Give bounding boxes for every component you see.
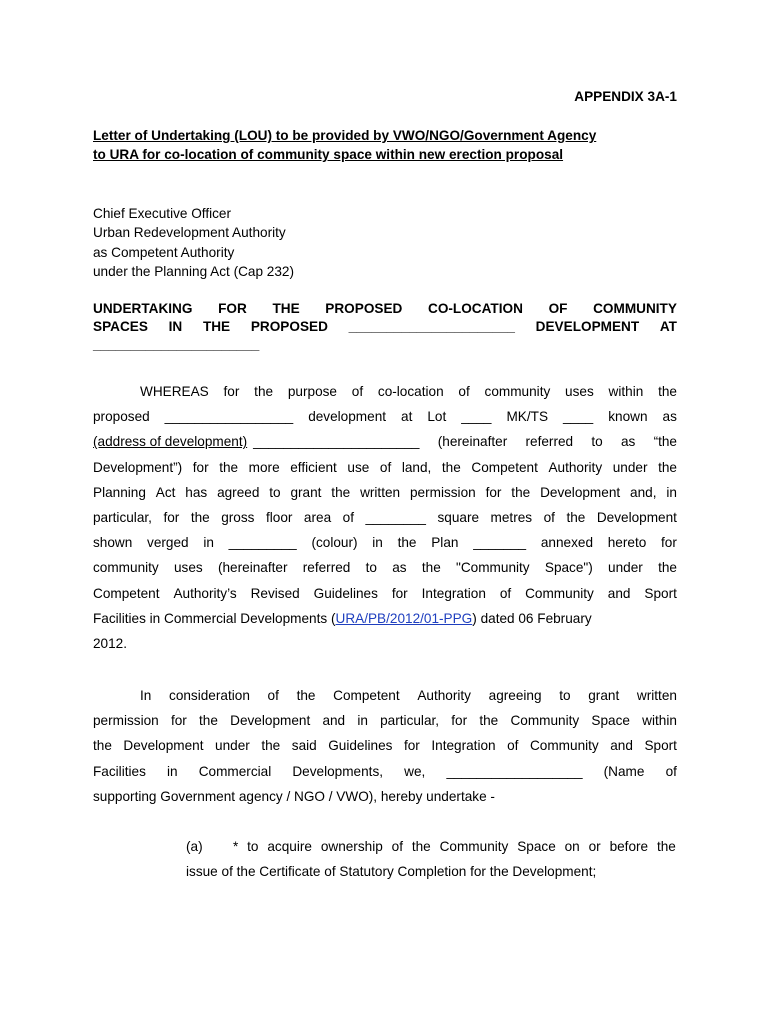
word: the bbox=[397, 535, 417, 551]
word: efficient bbox=[290, 459, 337, 475]
heading-line-1 bbox=[93, 300, 677, 318]
word: under bbox=[608, 560, 643, 576]
word: at bbox=[401, 409, 413, 425]
word: in bbox=[357, 713, 368, 729]
word: square bbox=[437, 510, 480, 526]
undertaking-heading bbox=[93, 300, 677, 354]
whereas-line bbox=[93, 379, 677, 404]
word: permission bbox=[409, 484, 476, 500]
whereas-line bbox=[93, 555, 677, 580]
word: (hereinafter bbox=[437, 434, 508, 450]
word: Development bbox=[123, 738, 204, 754]
word: to bbox=[247, 839, 259, 854]
word: Community bbox=[529, 738, 599, 754]
heading-line-3: ______________________ bbox=[93, 337, 260, 352]
word: uses bbox=[173, 560, 203, 576]
word: PROPOSED bbox=[250, 319, 328, 334]
word: Lot bbox=[427, 409, 447, 425]
word: the bbox=[296, 688, 316, 703]
word: particular, bbox=[93, 510, 152, 526]
item-a-line-2: issue of the Certificate of Statutory Completion for the Development; bbox=[186, 864, 597, 880]
word: ____ bbox=[563, 409, 594, 425]
consideration-line bbox=[93, 683, 677, 708]
word: for bbox=[223, 384, 240, 399]
addressee-line: Chief Executive Officer bbox=[93, 206, 232, 221]
consideration-line: supporting Government agency / NGO / VWO), hereby undertake - bbox=[93, 788, 495, 804]
word: in bbox=[167, 763, 178, 779]
word: under bbox=[215, 738, 250, 754]
word: Revised bbox=[250, 585, 300, 601]
word: said bbox=[291, 738, 317, 754]
word: as bbox=[662, 409, 677, 425]
word: _______ bbox=[473, 535, 527, 551]
word: for bbox=[403, 738, 420, 754]
word: Authority’s bbox=[173, 585, 237, 601]
word: community bbox=[484, 384, 551, 399]
word: Guidelines bbox=[328, 738, 393, 754]
consideration-line bbox=[93, 733, 677, 758]
word: for bbox=[192, 459, 209, 475]
word: permission bbox=[93, 713, 159, 729]
word: (hereinafter bbox=[217, 560, 288, 576]
word: Development bbox=[596, 510, 677, 526]
word: Community bbox=[525, 585, 594, 601]
word: THE bbox=[202, 319, 231, 334]
word: community bbox=[93, 560, 159, 576]
whereas-line bbox=[93, 404, 677, 429]
word: development bbox=[308, 409, 387, 425]
whereas-line bbox=[93, 505, 677, 530]
word: ______________________ bbox=[348, 319, 515, 334]
word: Development bbox=[230, 713, 311, 729]
word: Space bbox=[591, 713, 630, 729]
word: metres bbox=[490, 510, 533, 526]
word: verged bbox=[147, 535, 189, 551]
word: annexed bbox=[540, 535, 594, 551]
word: FOR bbox=[218, 301, 247, 316]
word: Competent bbox=[471, 459, 538, 475]
word: on bbox=[564, 839, 580, 854]
word: Guidelines bbox=[313, 585, 378, 601]
word: agreeing bbox=[488, 688, 542, 703]
word: of bbox=[665, 763, 677, 779]
word: referred bbox=[525, 434, 574, 450]
word: for bbox=[391, 585, 408, 601]
word: ______________________ bbox=[253, 434, 420, 450]
word: the bbox=[219, 459, 239, 475]
item-a-line-1 bbox=[186, 834, 676, 859]
word: “the bbox=[653, 434, 677, 450]
word: and bbox=[610, 738, 633, 754]
word: to bbox=[269, 484, 281, 500]
word: * bbox=[233, 839, 239, 854]
word: of bbox=[342, 510, 354, 526]
word: "Community bbox=[456, 560, 530, 576]
whereas-paragraph bbox=[93, 379, 677, 656]
word: written bbox=[636, 688, 677, 703]
word: the bbox=[199, 713, 218, 729]
word: Space bbox=[517, 839, 556, 854]
word: for bbox=[661, 535, 677, 551]
word: ownership bbox=[320, 839, 383, 854]
word: has bbox=[185, 484, 208, 500]
word: Developments, bbox=[292, 763, 384, 779]
word: in bbox=[372, 535, 383, 551]
word: _________________ bbox=[164, 409, 294, 425]
word: Development”) bbox=[93, 459, 183, 475]
word: Competent bbox=[333, 688, 400, 703]
word: hereto bbox=[607, 535, 647, 551]
word: the bbox=[331, 484, 351, 500]
whereas-line bbox=[93, 581, 677, 606]
whereas-line: 2012. bbox=[93, 636, 128, 652]
word: particular, bbox=[380, 713, 440, 729]
consideration-paragraph bbox=[93, 683, 677, 809]
word: OF bbox=[548, 301, 568, 316]
word: Commercial bbox=[198, 763, 272, 779]
word: UNDERTAKING bbox=[93, 301, 193, 316]
undertaking-item-a bbox=[186, 834, 676, 884]
word: consideration bbox=[169, 688, 250, 703]
address-of-development: (address of development) bbox=[93, 434, 248, 450]
word: more bbox=[248, 459, 280, 475]
consideration-line bbox=[93, 708, 677, 733]
word: the bbox=[658, 560, 677, 576]
word: Sport bbox=[644, 585, 677, 601]
word: of bbox=[267, 688, 279, 703]
word: of bbox=[391, 839, 403, 854]
word: Planning bbox=[93, 484, 146, 500]
word: (Name bbox=[603, 763, 645, 779]
addressee-line: as Competent Authority bbox=[93, 244, 235, 260]
word: in bbox=[203, 535, 214, 551]
word: In bbox=[140, 688, 152, 703]
word: to bbox=[559, 688, 571, 703]
word: DEVELOPMENT bbox=[535, 319, 640, 334]
word: within bbox=[608, 384, 644, 399]
word: written bbox=[360, 484, 401, 500]
word: ____ bbox=[461, 409, 492, 425]
word: MK/TS bbox=[506, 409, 549, 425]
word: Competent bbox=[93, 585, 160, 601]
word: the bbox=[566, 510, 586, 526]
word: land, bbox=[401, 459, 432, 475]
word: as bbox=[392, 560, 407, 576]
word: WHEREAS bbox=[140, 384, 209, 399]
heading-line-2 bbox=[93, 318, 677, 336]
word: AT bbox=[659, 319, 677, 334]
word: Community bbox=[510, 713, 580, 729]
word: under bbox=[612, 459, 648, 475]
word: of bbox=[351, 384, 364, 399]
word: purpose bbox=[287, 384, 337, 399]
word: Community bbox=[439, 839, 509, 854]
word: Development bbox=[540, 484, 621, 500]
word: to bbox=[365, 560, 377, 576]
word: COMMUNITY bbox=[593, 301, 677, 316]
word: agreed bbox=[217, 484, 260, 500]
word: as bbox=[620, 434, 636, 450]
appendix-label: APPENDIX 3A-1 bbox=[574, 89, 677, 104]
word: the bbox=[254, 384, 274, 399]
word: co-location bbox=[377, 384, 444, 399]
whereas-line-10-start: Facilities in Commercial Developments ( bbox=[93, 610, 336, 626]
word: the bbox=[411, 839, 431, 854]
word: the bbox=[93, 738, 112, 754]
word: Space") bbox=[544, 560, 593, 576]
word: uses bbox=[565, 384, 594, 399]
word: for bbox=[170, 713, 187, 729]
word: the bbox=[656, 839, 676, 854]
word: THE bbox=[272, 301, 300, 316]
word: Integration bbox=[421, 585, 486, 601]
word: the bbox=[441, 459, 461, 475]
word: and, bbox=[630, 484, 657, 500]
whereas-line bbox=[93, 480, 677, 505]
addressee-line: under the Planning Act (Cap 232) bbox=[93, 264, 295, 280]
word: Sport bbox=[644, 738, 677, 754]
whereas-line bbox=[93, 429, 677, 454]
word: of bbox=[543, 510, 555, 526]
title-line-1: Letter of Undertaking (LOU) to be provided by VWO/NGO/Government Agency bbox=[93, 128, 597, 143]
word: of bbox=[379, 459, 392, 475]
whereas-line-rest bbox=[247, 429, 677, 454]
word: within bbox=[642, 713, 677, 729]
word: the bbox=[190, 510, 210, 526]
word: _________ bbox=[228, 535, 297, 551]
word: for bbox=[451, 713, 468, 729]
word: the bbox=[511, 484, 531, 500]
word: floor bbox=[265, 510, 293, 526]
word: Authority bbox=[417, 688, 471, 703]
word: Facilities bbox=[93, 763, 146, 779]
word: the bbox=[658, 384, 677, 399]
ppg-circular-link[interactable]: URA/PB/2012/01-PPG bbox=[335, 610, 473, 626]
word: ________ bbox=[365, 510, 426, 526]
word: known bbox=[608, 409, 648, 425]
word: IN bbox=[168, 319, 183, 334]
word: area bbox=[303, 510, 332, 526]
word: grant bbox=[290, 484, 322, 500]
word: and bbox=[322, 713, 346, 729]
word: to bbox=[591, 434, 603, 450]
word: proposed bbox=[93, 409, 150, 425]
word: (colour) bbox=[311, 535, 358, 551]
word: of bbox=[507, 738, 519, 754]
word: use bbox=[347, 459, 370, 475]
whereas-line bbox=[93, 606, 677, 631]
word: shown bbox=[93, 535, 133, 551]
word: PROPOSED bbox=[325, 301, 403, 316]
word: acquire bbox=[267, 839, 312, 854]
word: Plan bbox=[431, 535, 459, 551]
whereas-line bbox=[93, 530, 677, 555]
word: referred bbox=[302, 560, 351, 576]
item-a-text bbox=[233, 834, 676, 859]
word: CO-LOCATION bbox=[428, 301, 523, 316]
word: the bbox=[479, 713, 499, 729]
addressee-line: Urban Redevelopment Authority bbox=[93, 225, 286, 241]
word: grant bbox=[588, 688, 620, 703]
addressee-block bbox=[93, 204, 294, 282]
whereas-line bbox=[93, 455, 677, 480]
word: Act bbox=[155, 484, 176, 500]
item-a-label: (a) bbox=[186, 839, 203, 854]
title-line-2: to URA for co-location of community space within new erection proposal bbox=[93, 147, 564, 162]
word: and bbox=[607, 585, 631, 601]
word: for bbox=[163, 510, 180, 526]
word: Authority bbox=[548, 459, 603, 475]
word: before bbox=[609, 839, 649, 854]
word: for bbox=[485, 484, 502, 500]
consideration-line bbox=[93, 759, 677, 784]
word: or bbox=[588, 839, 601, 854]
word: in bbox=[666, 484, 677, 500]
document-title bbox=[93, 126, 677, 164]
word: the bbox=[261, 738, 281, 754]
word: Integration bbox=[431, 738, 496, 754]
word: the bbox=[658, 459, 677, 475]
word: we, bbox=[404, 763, 426, 779]
word: __________________ bbox=[446, 763, 583, 779]
word: SPACES bbox=[93, 319, 148, 334]
word: of bbox=[458, 384, 470, 399]
word: the bbox=[421, 560, 441, 576]
whereas-line-10-end: ) dated 06 February bbox=[472, 610, 592, 626]
word: of bbox=[499, 585, 512, 601]
word: gross bbox=[221, 510, 255, 526]
